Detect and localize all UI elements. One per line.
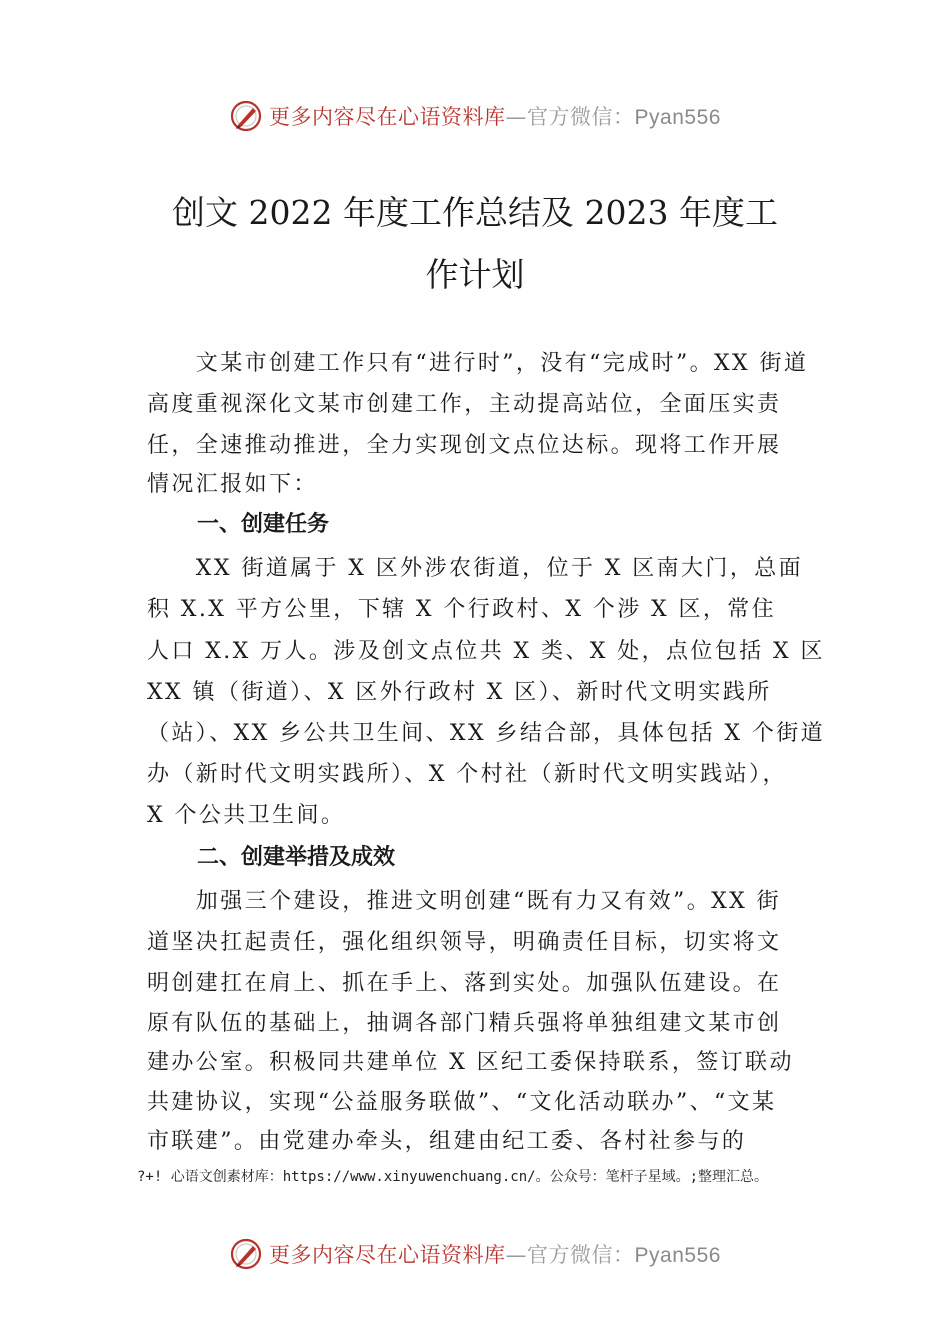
banner-text bbox=[269, 101, 721, 131]
pen-seal-logo-icon bbox=[229, 1237, 263, 1271]
banner-wechat-label: —官方微信： bbox=[505, 1243, 635, 1267]
section2-line: 市联建”。由党建办牵头，组建由纪工委、各村社参与的 bbox=[147, 1129, 747, 1154]
banner-wechat-id: Pyan556 bbox=[634, 1244, 721, 1267]
banner-library-text: 更多内容尽在心语资料库 bbox=[269, 105, 506, 129]
section2-line: 建办公室。积极同共建单位 X 区纪工委保持联系，签订联动 bbox=[147, 1050, 794, 1075]
section-heading-1: 一、创建任务 bbox=[197, 512, 330, 537]
source-footnote: ?+! 心语文创素材库：https://www.xinyuwenchuang.cn/。公众号：笔杆子星域。;整理汇总。 bbox=[137, 1169, 769, 1185]
banner-library-text: 更多内容尽在心语资料库 bbox=[269, 1243, 506, 1267]
banner-wechat-label: —官方微信： bbox=[505, 105, 635, 129]
section2-line: 道坚决扛起责任，强化组织领导，明确责任目标，切实将文 bbox=[147, 930, 782, 955]
section1-line: 人口 X.X 万人。涉及创文点位共 X 类、X 处，点位包括 X 区 bbox=[147, 639, 825, 664]
document-title-line-1: 创文 2022 年度工作总结及 2023 年度工 bbox=[172, 193, 778, 232]
banner-wechat-id: Pyan556 bbox=[634, 106, 721, 129]
section2-line: 明创建扛在肩上、抓在手上、落到实处。加强队伍建设。在 bbox=[147, 971, 782, 996]
pen-seal-logo-icon bbox=[229, 99, 263, 133]
section2-line: 加强三个建设，推进文明创建“既有力又有效”。XX 街 bbox=[147, 889, 782, 914]
top-watermark-banner bbox=[0, 96, 950, 136]
section1-line: 积 X.X 平方公里，下辖 X 个行政村、X 个涉 X 区，常住 bbox=[147, 597, 777, 622]
section1-line: X 个公共卫生间。 bbox=[147, 803, 346, 828]
intro-line: 情况汇报如下： bbox=[147, 472, 318, 497]
section1-line: XX 街道属于 X 区外涉农街道，位于 X 区南大门，总面 bbox=[147, 556, 804, 581]
section1-line: 办（新时代文明实践所）、X 个村社（新时代文明实践站）， bbox=[147, 762, 787, 787]
intro-line: 高度重视深化文某市创建工作，主动提高站位，全面压实责 bbox=[147, 392, 782, 417]
banner-text bbox=[269, 1239, 721, 1269]
bottom-watermark-banner bbox=[0, 1234, 950, 1274]
intro-line: 任，全速推动推进，全力实现创文点位达标。现将工作开展 bbox=[147, 433, 782, 458]
section-heading-2: 二、创建举措及成效 bbox=[197, 845, 396, 870]
section2-line: 原有队伍的基础上，抽调各部门精兵强将单独组建文某市创 bbox=[147, 1011, 782, 1036]
document-title-line-2: 作计划 bbox=[425, 255, 525, 294]
section1-line: （站）、XX 乡公共卫生间、XX 乡结合部，具体包括 X 个街道 bbox=[147, 721, 826, 746]
section2-line: 共建协议，实现“公益服务联做”、“文化活动联办”、“文某 bbox=[147, 1090, 777, 1115]
section1-line: XX 镇（街道）、X 区外行政村 X 区）、新时代文明实践所 bbox=[147, 680, 772, 705]
intro-line: 文某市创建工作只有“进行时”，没有“完成时”。XX 街道 bbox=[147, 351, 809, 376]
